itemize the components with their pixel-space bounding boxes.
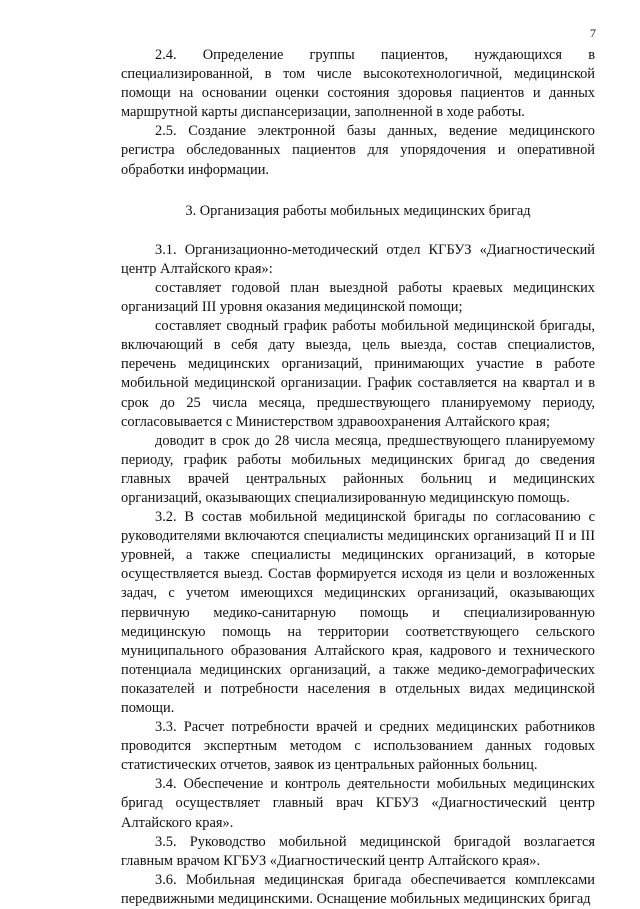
paragraph-notify: доводит в срок до 28 числа месяца, предшествующего планируемому периоду, график работы мобильных медицинских бригад до сведения главных врачей центральных районных больниц и медицинских организаций, оказывающих специализированную медицинскую помощь. bbox=[121, 432, 595, 506]
page-number: 7 bbox=[590, 26, 596, 40]
paragraph-schedule: составляет сводный график работы мобильной медицинской бригады, включающий в себя дату выезда, цель выезда, состав специалистов, перечень медицинских организаций, принимающих участие в работе мобильной медицинской организации. График составляется на квартал и в срок до 25 числа месяца, предшествующего планируемому периоду, согласовывается с Министерством здравоохранения Алтайского края; bbox=[121, 318, 595, 430]
paragraph-3-4: 3.4. Обеспечение и контроль деятельности мобильных медицинских бригад осуществляет главный врач КГБУЗ «Диагностический центр Алтайского края». bbox=[121, 776, 595, 831]
paragraph-annual-plan: составляет годовой план выездной работы краевых медицинских организаций III уровня оказания медицинской помощи; bbox=[121, 279, 595, 316]
paragraph-3-3: 3.3. Расчет потребности врачей и средних медицинских работников проводится экспертным методом с использованием данных годовых статистических отчетов, заявок из центральных районных больниц. bbox=[121, 719, 595, 774]
paragraph-2-4: 2.4. Определение группы пациентов, нуждающихся в специализированной, в том числе высокотехнологичной, медицинской помощи на основании оценки состояния здоровья пациентов и данных маршрутной карты диспансеризации, заполненной в ходе работы. bbox=[121, 47, 595, 121]
paragraph-3-2: 3.2. В состав мобильной медицинской бригады по согласованию с руководителями включаются специалисты медицинских организаций II и III уровней, а также специалисты медицинских организаций, в которые осуществляется выезд. Состав формируется исходя из цели и возложенных задач, с учетом имеющихся медицинских организаций, оказывающих первичную медико-санитарную помощь и специализированную медицинскую помощь на территории соответствующего сельского муниципального образования Алтайского края, кадрового и технического потенциала медицинских организаций, а также медико-демографических показателей и потребности населения в отдельных видах медицинской помощи. bbox=[121, 509, 595, 716]
document-body bbox=[121, 46, 595, 909]
paragraph-3-5: 3.5. Руководство мобильной медицинской бригадой возлагается главным врачом КГБУЗ «Диагностический центр Алтайского края». bbox=[121, 833, 595, 869]
paragraph-3-1: 3.1. Организационно-методический отдел КГБУЗ «Диагностический центр Алтайского края»: bbox=[121, 241, 595, 277]
section-heading: 3. Организация работы мобильных медицинских бригад bbox=[185, 202, 531, 219]
paragraph-2-5: 2.5. Создание электронной базы данных, ведение медицинского регистра обследованных пациентов для упорядочения и оперативной обработки информации. bbox=[121, 123, 595, 178]
paragraph-3-6: 3.6. Мобильная медицинская бригада обеспечивается комплексами передвижными медицинскими. Оснащение мобильных медицинских бригад bbox=[121, 871, 595, 907]
